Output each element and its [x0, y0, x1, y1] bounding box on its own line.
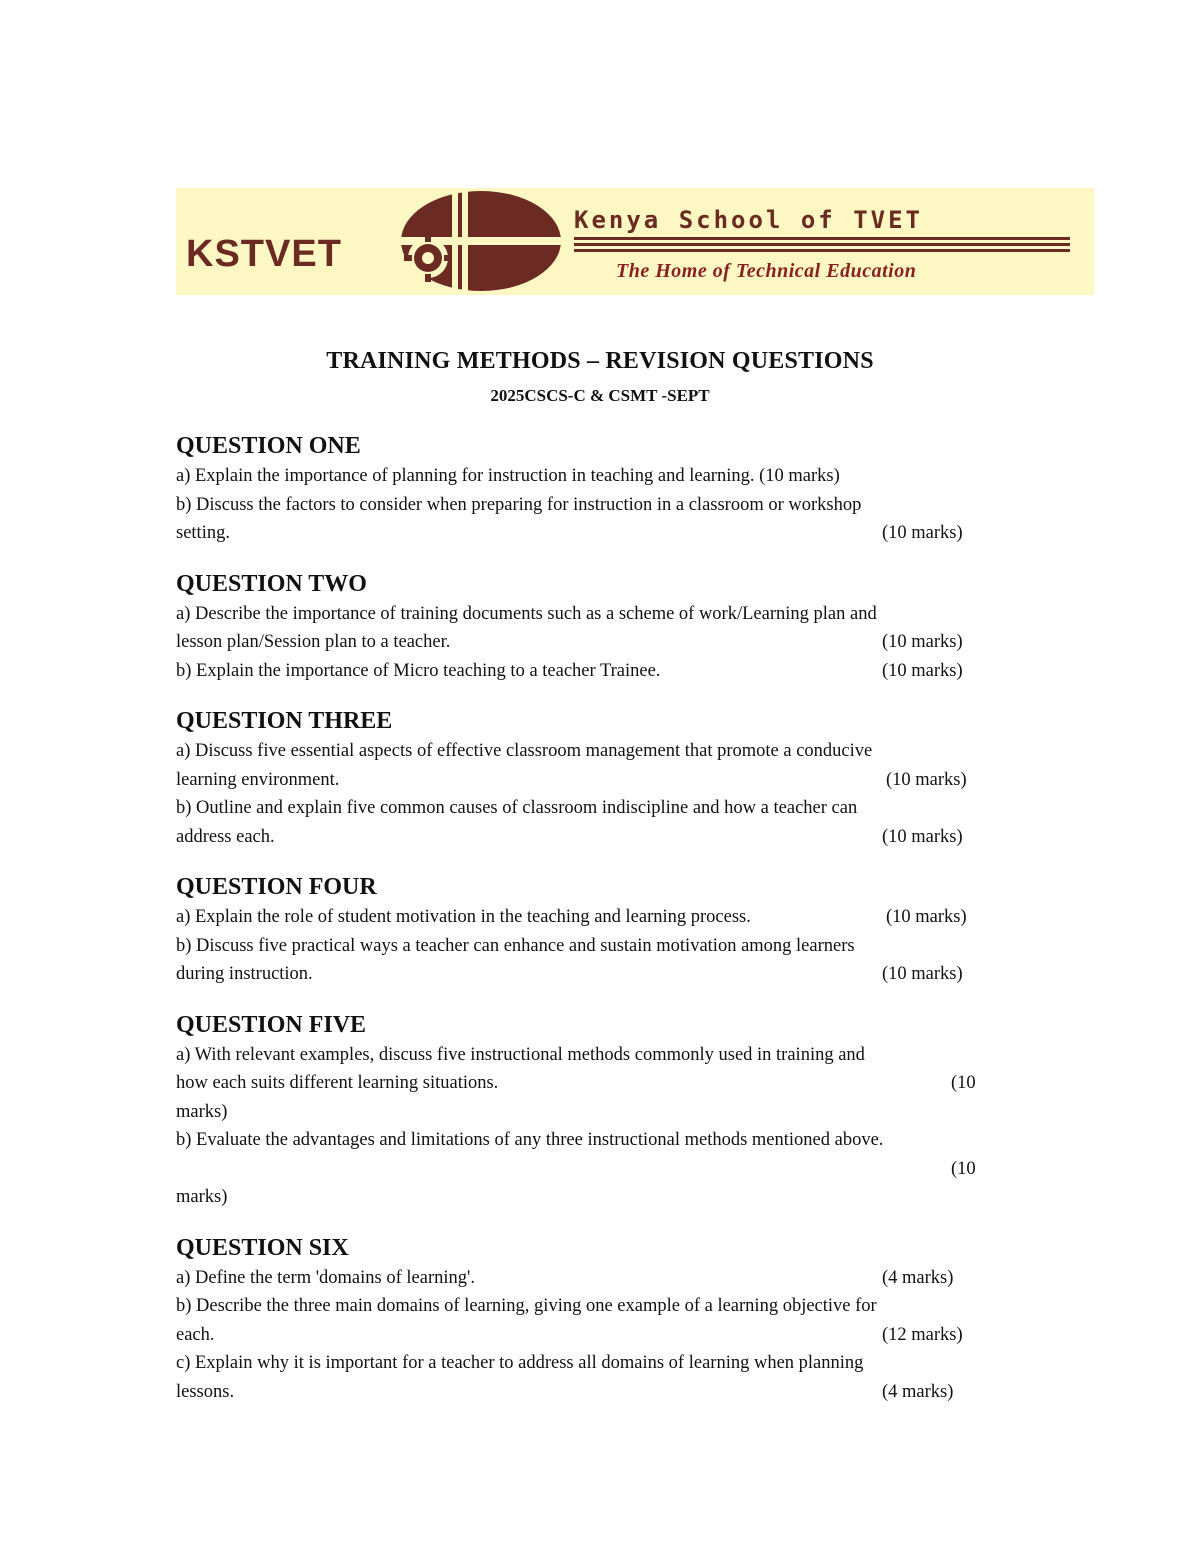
marks-label: (4 marks)	[882, 1381, 954, 1402]
school-banner	[176, 188, 1094, 295]
question-text: a) Explain the role of student motivation in the teaching and learning process.	[176, 907, 751, 927]
question-text: a) Define the term 'domains of learning'.	[176, 1267, 475, 1288]
question-line	[176, 737, 1006, 766]
marks-label: (10 marks)	[882, 826, 963, 847]
question-line	[176, 1041, 1006, 1070]
question-line	[176, 1321, 1006, 1350]
question-text: b) Discuss the factors to consider when preparing for instruction in a classroom or workshop	[176, 494, 862, 515]
question-line	[176, 491, 1006, 520]
question-text: b) Outline and explain five common causes of classroom indiscipline and how a teacher can	[176, 798, 858, 818]
page-title: TRAINING METHODS – REVISION QUESTIONS	[326, 348, 874, 374]
question-line	[176, 1155, 1006, 1184]
question-heading: QUESTION ONE	[176, 433, 361, 459]
marks-label: (10	[951, 1073, 976, 1093]
question-text: a) Discuss five essential aspects of effective classroom management that promote a conducive	[176, 741, 873, 761]
kstvet-logo-graphic	[176, 188, 1094, 295]
tagline: The Home of Technical Education	[616, 260, 917, 282]
questions-list	[176, 430, 1006, 1426]
question-line	[176, 1183, 1006, 1212]
question-text: a) Describe the importance of training documents such as a scheme of work/Learning plan and	[176, 603, 877, 624]
question-line	[176, 1098, 1006, 1127]
question-line	[176, 462, 1006, 491]
marks-label: (10 marks)	[882, 660, 963, 681]
question-text: b) Evaluate the advantages and limitations of any three instructional methods mentioned above.	[176, 1130, 884, 1150]
question-block	[176, 1009, 1006, 1212]
question-text: a) With relevant examples, discuss five instructional methods commonly used in training and	[176, 1044, 865, 1065]
question-heading: QUESTION TWO	[176, 570, 367, 597]
emblem-icon	[398, 188, 563, 295]
question-line	[176, 1264, 1006, 1293]
marks-label: (10 marks)	[886, 769, 967, 790]
question-text: marks)	[176, 1187, 228, 1207]
question-text: setting.	[176, 523, 230, 543]
question-text: during instruction.	[176, 964, 313, 984]
question-block	[176, 705, 1006, 851]
question-heading: QUESTION THREE	[176, 708, 393, 734]
logo-text: KSTVET	[186, 233, 342, 275]
question-block	[176, 871, 1006, 989]
question-line	[176, 1378, 1006, 1407]
question-block	[176, 430, 1006, 548]
question-line	[176, 1069, 1006, 1098]
question-heading: QUESTION SIX	[176, 1234, 349, 1261]
question-line	[176, 1349, 1006, 1378]
question-text: a) Explain the importance of planning for instruction in teaching and learning. (10 marks)	[176, 466, 840, 486]
question-line	[176, 766, 1006, 795]
marks-label: (12 marks)	[882, 1324, 963, 1345]
question-line	[176, 657, 1006, 686]
question-line	[176, 1292, 1006, 1321]
question-text: c) Explain why it is important for a teacher to address all domains of learning when planning	[176, 1353, 864, 1373]
question-heading: QUESTION FIVE	[176, 1011, 367, 1038]
question-line	[176, 794, 1006, 823]
question-line	[176, 1126, 1006, 1155]
marks-label: (10 marks)	[882, 964, 963, 984]
question-text: address each.	[176, 826, 275, 847]
marks-label: (10	[951, 1158, 976, 1179]
marks-label: (10 marks)	[886, 907, 967, 927]
question-text: lessons.	[176, 1381, 235, 1402]
question-line	[176, 960, 1006, 989]
question-text: lesson plan/Session plan to a teacher.	[176, 632, 451, 652]
question-line	[176, 600, 1006, 629]
marks-label: (10 marks)	[882, 523, 963, 543]
question-line	[176, 628, 1006, 657]
question-block	[176, 1232, 1006, 1407]
question-line	[176, 903, 1006, 932]
question-text: marks)	[176, 1101, 228, 1122]
school-name: Kenya School of TVET	[574, 206, 923, 234]
question-line	[176, 823, 1006, 852]
marks-label: (10 marks)	[882, 632, 963, 652]
question-text: b) Explain the importance of Micro teaching to a teacher Trainee.	[176, 660, 661, 681]
question-text: how each suits different learning situations.	[176, 1073, 499, 1093]
question-text: b) Describe the three main domains of learning, giving one example of a learning objective for	[176, 1296, 877, 1316]
question-line	[176, 932, 1006, 961]
question-text: each.	[176, 1324, 215, 1345]
question-block	[176, 568, 1006, 686]
question-heading: QUESTION FOUR	[176, 874, 377, 900]
question-line	[176, 519, 1006, 548]
marks-label: (4 marks)	[882, 1267, 954, 1288]
question-text: b) Discuss five practical ways a teacher can enhance and sustain motivation among learners	[176, 935, 855, 956]
page-subtitle: 2025CSCS-C & CSMT -SEPT	[490, 386, 710, 405]
question-text: learning environment.	[176, 769, 340, 790]
